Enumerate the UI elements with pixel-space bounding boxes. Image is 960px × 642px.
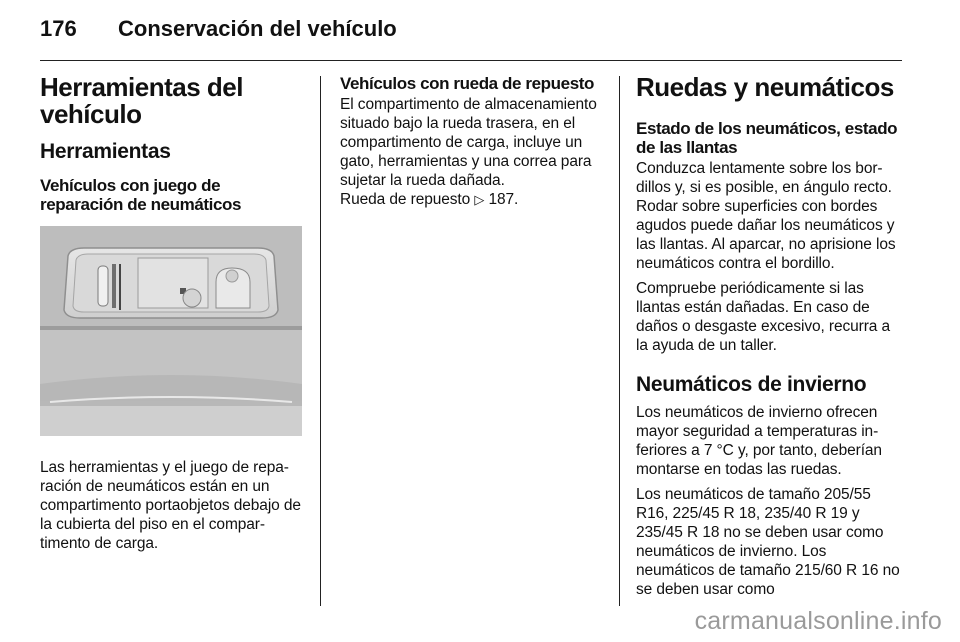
column-divider-right	[619, 76, 620, 606]
column-1	[40, 74, 304, 553]
rim-check-text: Compruebe periódicamente si las llantas están dañadas. En caso de daños o desgaste excesivo, recurra a la ayuda de un taller.	[636, 280, 891, 354]
column-3	[636, 74, 906, 599]
xref-label: Rueda de repuesto	[340, 191, 471, 208]
triangle-right-icon: ▷	[474, 192, 485, 207]
cargo-compartment-photo	[40, 226, 302, 436]
winter-tires-text: Los neumáticos de invierno ofrecen mayor seguridad a temperaturas inferiores a 7 °C y, por tanto, deberían montarse en todas las ruedas.	[636, 404, 882, 478]
column-divider-left	[320, 76, 321, 606]
heading-tools: Herramientas	[40, 140, 171, 163]
page-header	[40, 16, 902, 60]
tools-location-text: Las herramientas y el juego de reparación de neumáticos están en un compartimento portaobjetos debajo de la cubierta del piso en el compartimento de carga.	[40, 459, 301, 552]
spare-wheel-reference[interactable]	[340, 190, 610, 209]
chapter-title: Conservación del vehículo	[118, 16, 397, 41]
page-number: 176	[40, 16, 77, 41]
winter-tire-sizes-text: Los neumáticos de tamaño 205/55 R16, 225/45 R 18, 235/40 R 19 y 235/45 R 18 no se deben usar como neumáticos de invierno. Los neumáticos de tamaño 215/60 R 16 no se deben usar como	[636, 486, 900, 598]
column-2	[340, 74, 610, 209]
heading-tire-condition: Estado de los neumáticos, estado de las llantas	[636, 119, 898, 157]
xref-page: 187.	[488, 191, 519, 208]
heading-repair-kit-vehicles: Vehículos con juego de reparación de neumáticos	[40, 176, 242, 214]
tire-condition-text: Conduzca lentamente sobre los bordillos y, si es posible, en ángulo recto. Rodar sobre superficies con bordes agudos puede dañar los neumáticos y las llantas. Al aparcar, no aprisione los neumáticos contra el bordillo.	[636, 160, 896, 272]
watermark: carmanualsonline.info	[694, 607, 942, 635]
spare-wheel-text: El compartimento de almacenamiento situado bajo la rueda trasera, en el compartimento de carga, incluye un gato, herramientas y una correa para sujetar la rueda dañada.	[340, 96, 597, 189]
heading-winter-tires: Neumáticos de invierno	[636, 373, 867, 396]
section-title-tools: Herramientas del vehículo	[40, 72, 243, 129]
heading-spare-wheel-vehicles: Vehículos con rueda de repuesto	[340, 74, 595, 93]
header-divider	[40, 60, 902, 61]
section-title-wheels-tires: Ruedas y neumáticos	[636, 72, 894, 102]
